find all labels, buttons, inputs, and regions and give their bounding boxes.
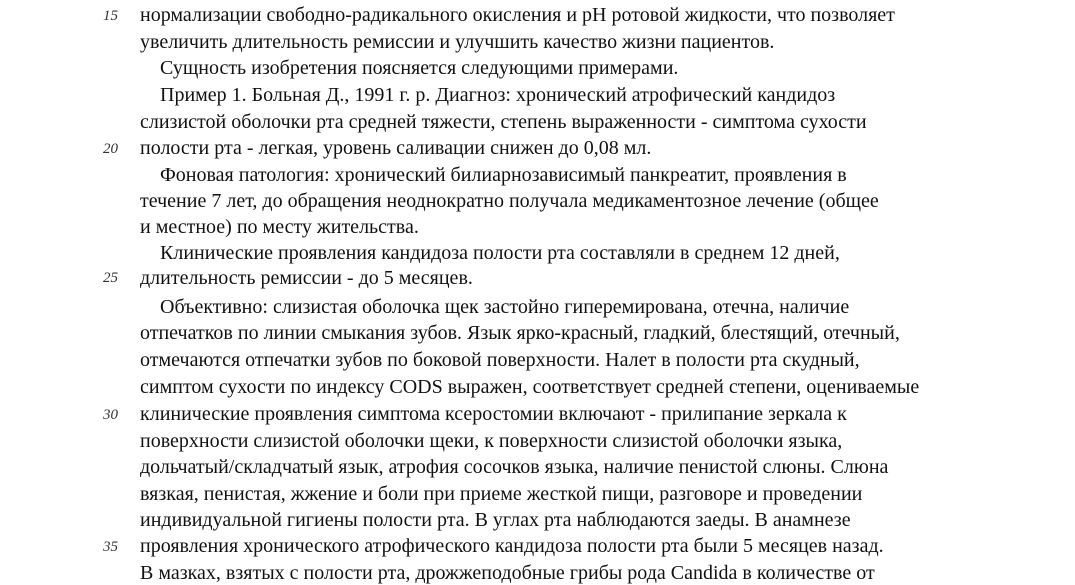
line-number-20: 20 <box>103 141 118 157</box>
text-line: течение 7 лет, до обращения неоднократно получала медикаментозное лечение (общее <box>140 190 879 212</box>
line-number-25: 25 <box>103 270 118 286</box>
text-line: Клинические проявления кандидоза полости рта составляли в среднем 12 дней, <box>160 242 840 264</box>
text-line: нормализации свободно-радикального окисления и рН ротовой жидкости, что позволяет <box>140 4 895 26</box>
text-line: Фоновая патология: хронический билиарнозависимый панкреатит, проявления в <box>160 164 847 186</box>
text-line: длительность ремиссии - до 5 месяцев. <box>140 267 473 289</box>
text-line: проявления хронического атрофического кандидоза полости рта были 5 месяцев назад. <box>140 535 884 557</box>
line-number-15: 15 <box>103 8 118 24</box>
text-line: вязкая, пенистая, жжение и боли при приеме жесткой пищи, разговоре и проведении <box>140 483 863 505</box>
text-line: дольчатый/складчатый язык, атрофия сосочков языка, наличие пенистой слюны. Слюна <box>140 456 889 478</box>
text-line: симптом сухости по индексу CODS выражен, соответствует средней степени, оцениваемые <box>140 376 920 398</box>
text-line: отмечаются отпечатки зубов по боковой поверхности. Налет в полости рта скудный, <box>140 349 860 371</box>
text-line: В мазках, взятых с полости рта, дрожжеподобные грибы рода Candida в количестве от <box>140 562 875 584</box>
text-line: клинические проявления симптома ксеростомии включают - прилипание зеркала к <box>140 403 847 425</box>
text-line: отпечатков по линии смыкания зубов. Язык ярко-красный, гладкий, блестящий, отечный, <box>140 322 900 344</box>
text-line: увеличить длительность ремиссии и улучшить качество жизни пациентов. <box>140 31 775 53</box>
text-line: Пример 1. Больная Д., 1991 г. р. Диагноз: хронический атрофический кандидоз <box>160 84 836 106</box>
text-line: и местное) по месту жительства. <box>140 216 419 238</box>
text-line: Объективно: слизистая оболочка щек застойно гиперемирована, отечна, наличие <box>160 296 850 318</box>
text-line: слизистой оболочки рта средней тяжести, степень выраженности - симптома сухости <box>140 111 867 133</box>
text-line: индивидуальной гигиены полости рта. В углах рта наблюдаются заеды. В анамнезе <box>140 509 851 531</box>
line-number-35: 35 <box>103 539 118 555</box>
line-number-30: 30 <box>103 407 118 423</box>
text-line: полости рта - легкая, уровень саливации снижен до 0,08 мл. <box>140 137 652 159</box>
text-line: поверхности слизистой оболочки щеки, к поверхности слизистой оболочки языка, <box>140 430 843 452</box>
text-line: Сущность изобретения поясняется следующими примерами. <box>160 57 679 79</box>
